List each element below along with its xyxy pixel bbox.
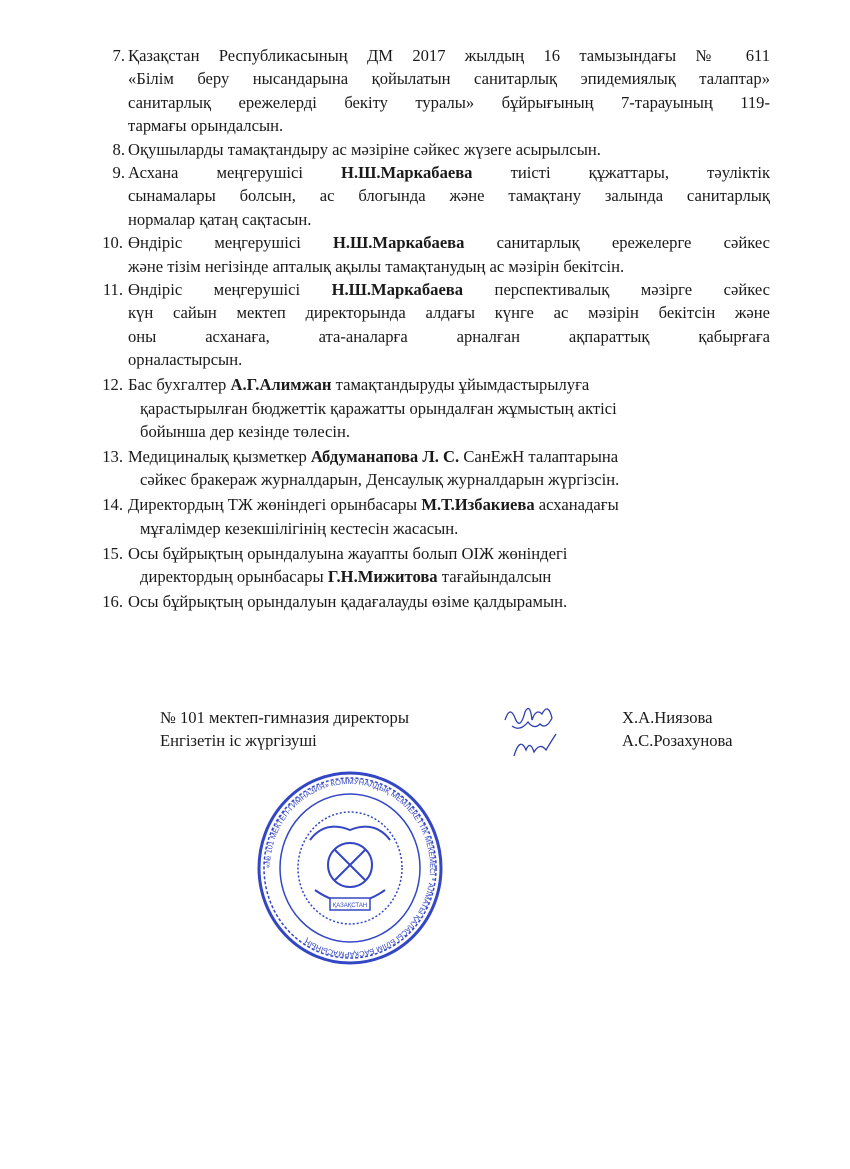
signature-scribble-director — [500, 700, 560, 762]
order-item-7 — [0, 44, 850, 138]
item-text: асханадағы — [534, 495, 619, 515]
item-line — [128, 590, 788, 613]
item-text: Оқушыларды тамақтандыру ас мәзіріне сәйкес жүзеге асырылсын. — [128, 139, 601, 159]
stamp-outer-ring — [259, 773, 441, 963]
item-line — [128, 114, 770, 137]
item-text: оны асханаға, ата-аналарға арналған ақпараттық қабырғаға — [128, 326, 770, 346]
item-number: 9. — [112, 163, 125, 183]
item-line — [128, 138, 770, 161]
item-text: қарастырылған бюджеттік қаражатты орындалған жұмыстың актісі — [140, 398, 617, 418]
responsible-person: А.Г.Алимжан — [230, 375, 332, 395]
stamp-ring-text: «№ 101 МЕКТЕП-ГИМНАЗИЯ» КОММУНАЛДЫҚ МЕМЛЕКЕТТІК МЕКЕМЕСІ * АЛМАТЫ ҚАЛАСЫ БІЛІМ БАСҚАРМАСЫНЫҢ — [262, 776, 438, 960]
item-text: және тізім негізінде апталық ақылы тамақтанудың ас мәзірін бекітсін. — [128, 256, 625, 276]
responsible-person: М.Т.Избакиева — [421, 495, 535, 515]
item-text: Осы бұйрықтың орындалуын қадағалауды өзіме қалдырамын. — [128, 591, 568, 611]
order-items-list — [0, 44, 850, 613]
item-text: Қазақстан Республикасының ДМ 2017 жылдың 16 тамызындағы № 611 — [128, 46, 770, 65]
official-stamp — [255, 770, 445, 966]
item-text: Асхана меңгерушісі — [128, 163, 342, 183]
item-line — [128, 445, 788, 468]
item-text: директордың орынбасары — [140, 566, 328, 586]
clerk-role: Енгізетін іс жүргізуші — [160, 731, 317, 750]
item-line — [128, 231, 770, 254]
item-text: «Білім беру нысандарына қойылатын санитарлық эпидемиялық талаптар» — [128, 69, 770, 89]
item-text: бойынша дер кезінде төлесін. — [140, 422, 351, 441]
signature-roles — [160, 706, 409, 752]
item-number: 11. — [102, 280, 123, 300]
item-number: 8. — [112, 139, 125, 159]
item-line — [128, 44, 770, 67]
item-number: 10. — [102, 233, 123, 253]
order-item-12 — [0, 373, 850, 443]
item-text: нормалар қатаң сақтасын. — [128, 209, 312, 229]
order-item-16 — [0, 590, 850, 613]
item-line — [128, 301, 770, 324]
responsible-person: Абдуманапова Л. С. — [310, 446, 460, 466]
item-text: Бас бухгалтер — [128, 375, 231, 395]
item-text: тиісті құжаттары, тәуліктік — [472, 163, 771, 183]
responsible-person: Н.Ш.Маркабаева — [331, 280, 464, 300]
item-text: Өндіріс меңгерушісі — [128, 280, 332, 300]
item-text: күн сайын мектеп директорында алдағы күнге ас мәзірін бекітсін және — [128, 303, 770, 323]
item-text: тамақтандыруды ұйымдастырылуға — [331, 375, 590, 395]
item-text: сынамалары болсын, ас блогында және тамақтану залында санитарлық — [128, 186, 770, 206]
stamp-center-text: ҚАЗАҚСТАН — [332, 903, 368, 909]
item-text: сәйкес бракераж журналдарын, Денсаулық журналдарын жүргізсін. — [140, 470, 620, 490]
order-item-13 — [0, 445, 850, 492]
item-line — [128, 325, 770, 348]
clerk-name: А.С.Розахунова — [622, 731, 733, 750]
item-line — [128, 255, 770, 278]
item-line — [140, 468, 800, 491]
item-text: тағайындалсын — [437, 566, 552, 586]
director-role: № 101 мектеп-гимназия директоры — [160, 708, 410, 727]
order-item-15 — [0, 542, 850, 589]
order-item-11 — [0, 278, 850, 372]
item-line — [140, 565, 800, 588]
item-text: СанЕжН талаптарына — [459, 446, 619, 466]
item-text: Осы бұйрықтың орындалуына жауапты болып ОІЖ жөніндегі — [128, 543, 568, 563]
item-number: 15. — [102, 543, 123, 563]
item-line — [128, 278, 770, 301]
item-line — [128, 493, 788, 516]
order-item-8 — [0, 138, 850, 161]
item-text: санитарлық ережелерді бекіту туралы» бұйрығының 7-тарауының 119- — [128, 92, 770, 112]
item-line — [140, 397, 800, 420]
director-name: Х.А.Ниязова — [622, 708, 713, 727]
item-line — [128, 184, 770, 207]
item-line — [128, 208, 770, 231]
item-line — [128, 373, 788, 396]
responsible-person: Г.Н.Мижитова — [327, 566, 438, 586]
responsible-person: Н.Ш.Маркабаева — [333, 233, 465, 253]
item-line — [140, 420, 800, 443]
item-text: Директордың ТЖ жөніндегі орынбасары — [128, 495, 422, 515]
responsible-person: Н.Ш.Маркабаева — [341, 163, 473, 183]
item-text: перспективалық мәзірге сәйкес — [463, 280, 770, 300]
order-item-9 — [0, 161, 850, 231]
item-text: тармағы орындалсын. — [128, 116, 284, 136]
item-number: 14. — [102, 495, 123, 515]
item-text: Медициналық қызметкер — [128, 446, 311, 466]
item-line — [140, 517, 800, 540]
item-text: мұғалімдер кезекшілігінің кестесін жасасын. — [140, 518, 459, 538]
item-number: 16. — [102, 591, 123, 611]
signature-names — [622, 706, 733, 752]
item-number: 7. — [112, 46, 125, 65]
item-line — [128, 542, 788, 565]
item-line — [128, 91, 770, 114]
order-item-14 — [0, 493, 850, 540]
item-text: санитарлық ережелерге сәйкес — [464, 233, 770, 253]
item-number: 13. — [102, 446, 123, 466]
order-item-10 — [0, 231, 850, 278]
item-line — [128, 161, 770, 184]
item-text: орналастырсын. — [128, 350, 243, 370]
item-number: 12. — [102, 375, 123, 395]
item-text: Өндіріс меңгерушісі — [128, 233, 333, 253]
item-line — [128, 67, 770, 90]
item-line — [128, 348, 770, 371]
